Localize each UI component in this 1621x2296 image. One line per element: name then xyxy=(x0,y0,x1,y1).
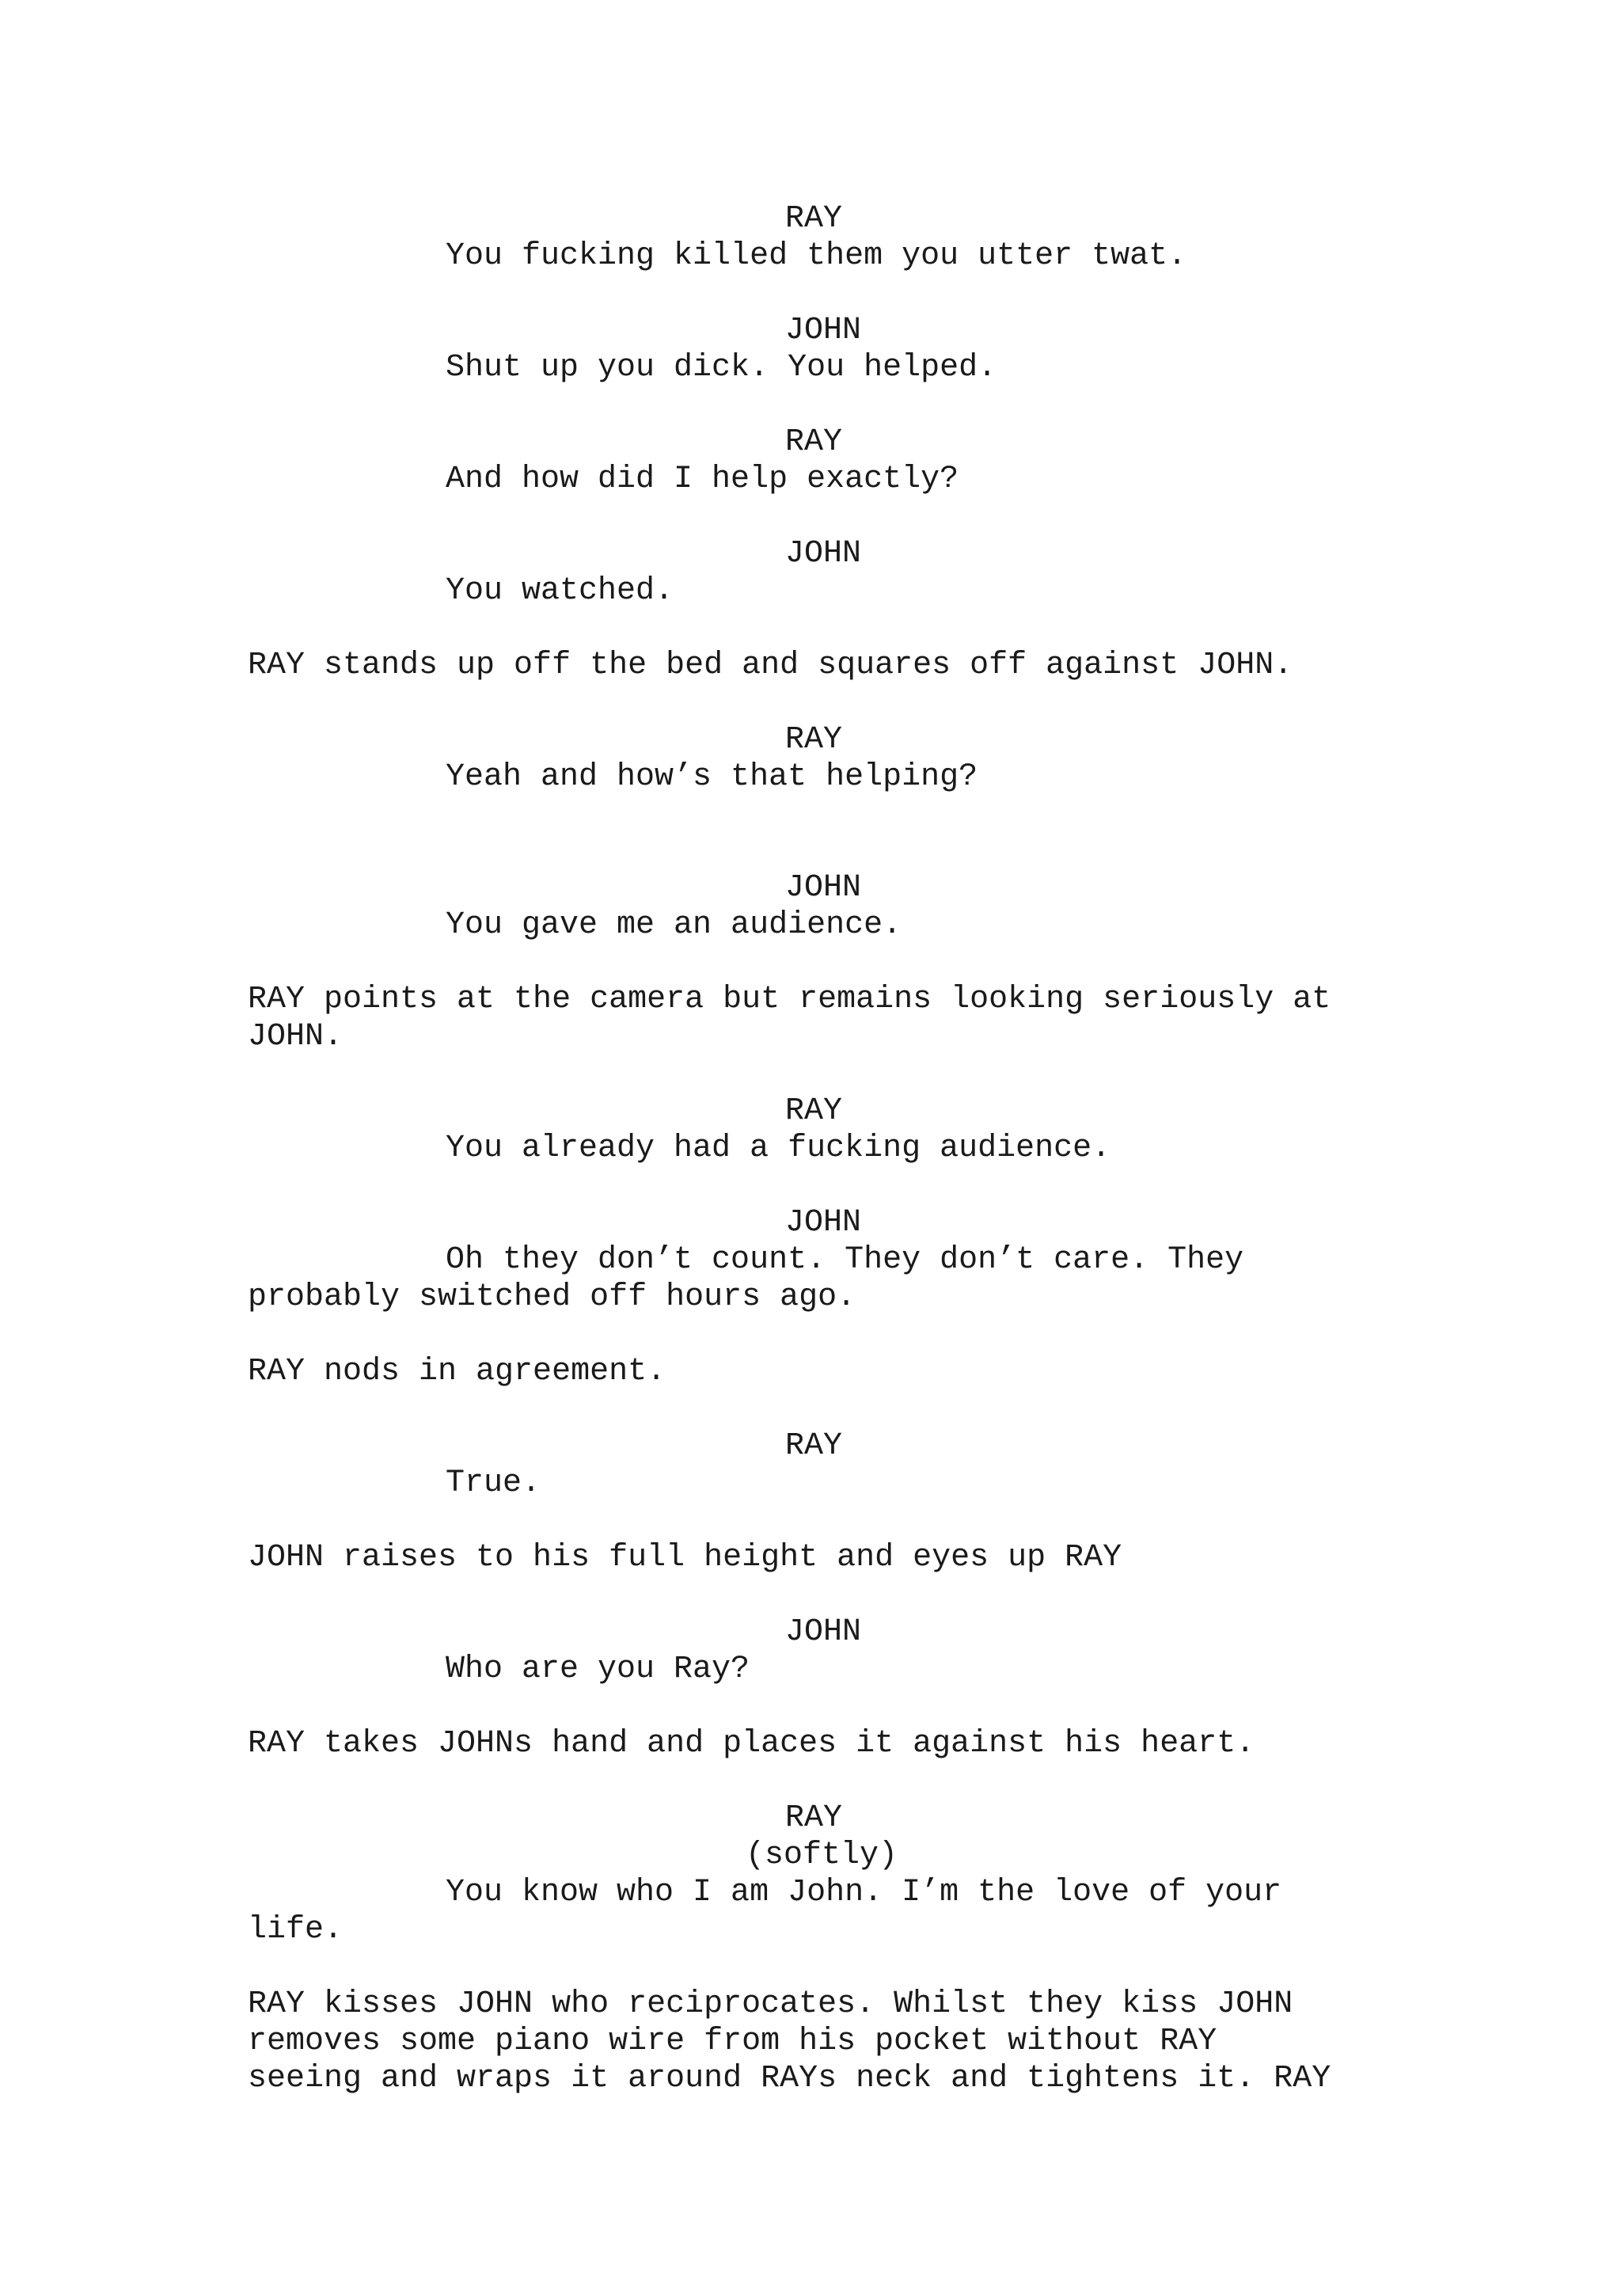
character-cue-ray: RAY xyxy=(785,424,843,460)
dialogue-line: You watched. xyxy=(446,573,674,609)
character-cue-john: JOHN xyxy=(785,1614,862,1650)
action-line: JOHN raises to his full height and eyes up RAY xyxy=(248,1540,1122,1576)
action-line: RAY points at the camera but remains looking seriously at xyxy=(248,982,1331,1017)
action-line: removes some piano wire from his pocket without RAY xyxy=(248,2024,1217,2059)
dialogue-line: You gave me an audience. xyxy=(446,907,902,943)
action-line: probably switched off hours ago. xyxy=(248,1279,856,1315)
character-cue-ray: RAY xyxy=(785,201,843,237)
dialogue-line: You already had a fucking audience. xyxy=(446,1131,1111,1166)
action-line: RAY kisses JOHN who reciprocates. Whilst they kiss JOHN xyxy=(248,1986,1293,2022)
action-line: seeing and wraps it around RAYs neck and tightens it. RAY xyxy=(248,2061,1331,2096)
action-line: RAY takes JOHNs hand and places it against his heart. xyxy=(248,1726,1255,1762)
dialogue-line: Yeah and how’s that helping? xyxy=(446,759,978,795)
dialogue-line: Who are you Ray? xyxy=(446,1652,750,1687)
character-cue-john: JOHN xyxy=(785,1205,862,1241)
dialogue-line: Oh they don’t count. They don’t care. They xyxy=(446,1242,1244,1278)
dialogue-line: You fucking killed them you utter twat. xyxy=(446,238,1187,274)
character-cue-john: JOHN xyxy=(785,870,862,906)
character-cue-ray: RAY xyxy=(785,1093,843,1129)
dialogue-line: And how did I help exactly? xyxy=(446,462,959,497)
action-line: JOHN. xyxy=(248,1019,344,1055)
action-line: RAY nods in agreement. xyxy=(248,1354,666,1389)
character-cue-john: JOHN xyxy=(785,313,862,348)
character-cue-john: JOHN xyxy=(785,536,862,572)
dialogue-line: You know who I am John. I’m the love of your xyxy=(446,1875,1282,1910)
action-line: RAY stands up off the bed and squares off against JOHN. xyxy=(248,648,1293,683)
character-cue-ray: RAY xyxy=(785,1428,843,1464)
character-cue-ray: RAY xyxy=(785,722,843,758)
dialogue-line: True. xyxy=(446,1465,541,1501)
character-cue-ray: RAY xyxy=(785,1800,843,1836)
dialogue-line: Shut up you dick. You helped. xyxy=(446,350,997,386)
parenthetical: (softly) xyxy=(746,1838,898,1873)
action-line: life. xyxy=(248,1912,344,1948)
